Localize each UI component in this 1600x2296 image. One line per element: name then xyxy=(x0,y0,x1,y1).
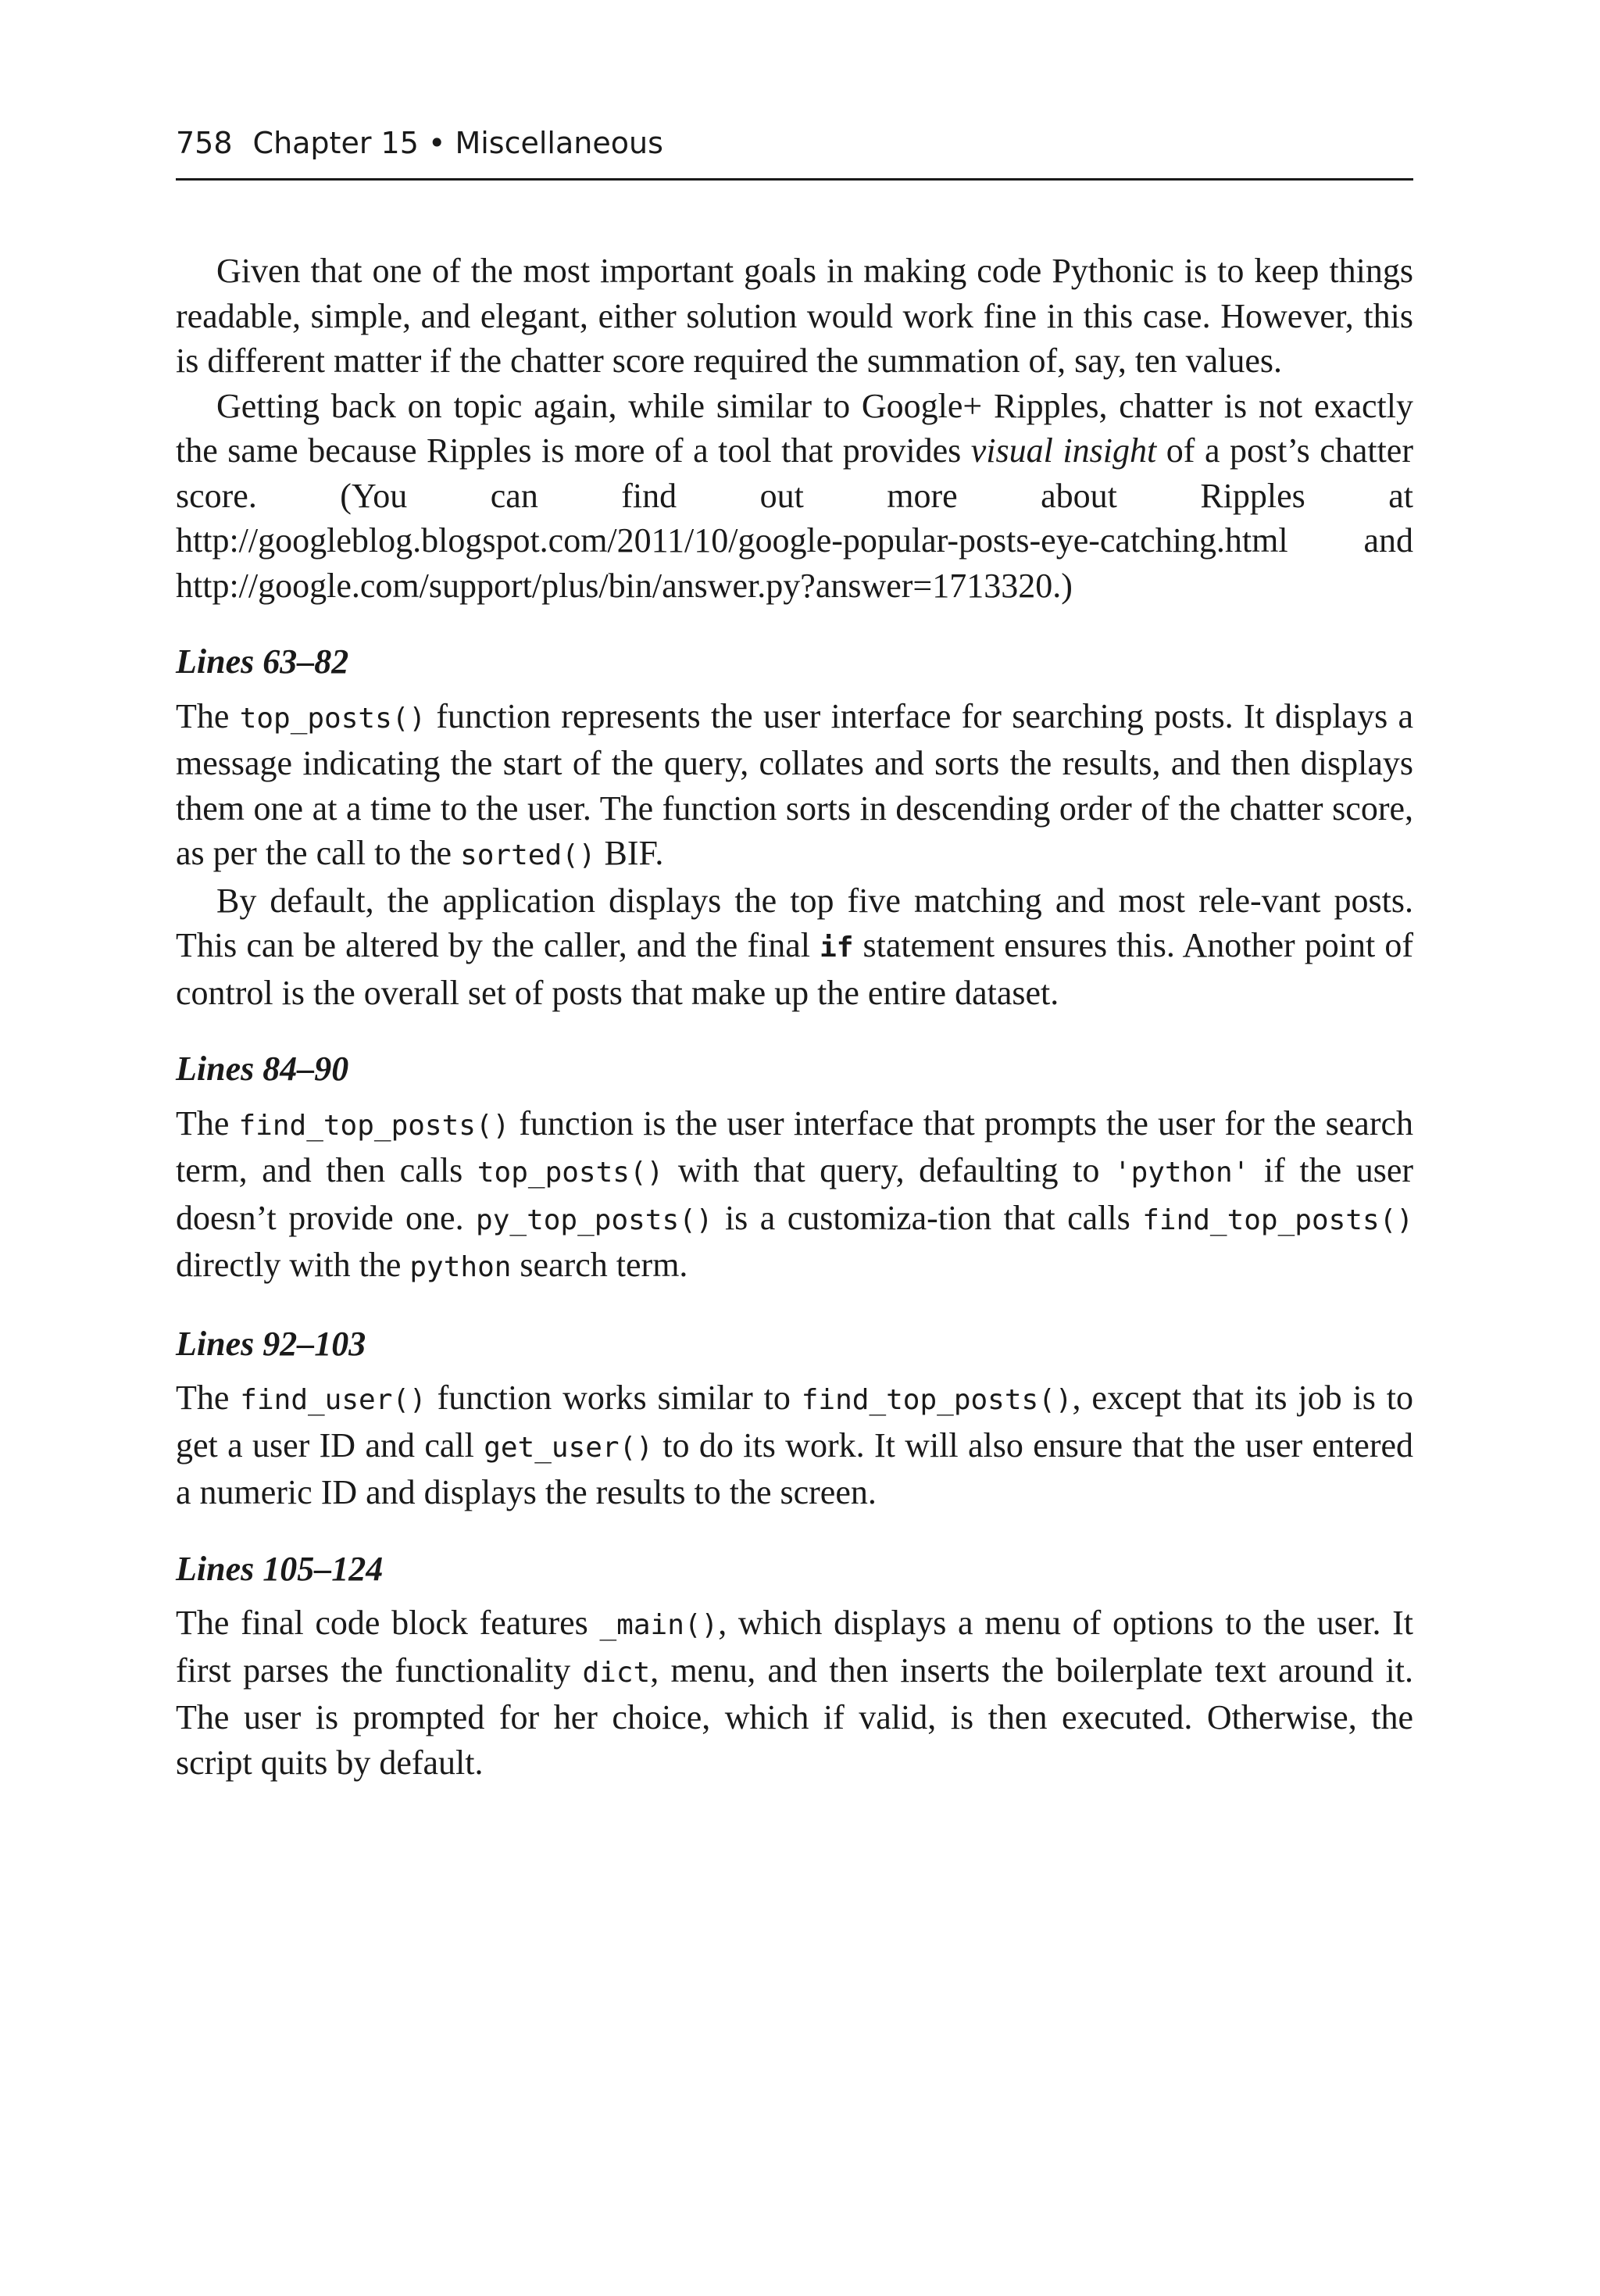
code-find-top-posts: find_top_posts() xyxy=(238,1109,510,1142)
code-python-string: 'python' xyxy=(1113,1157,1250,1189)
code-top-posts: top_posts() xyxy=(239,702,427,735)
header-rule xyxy=(176,178,1413,181)
intro-paragraph-1: Given that one of the most important goals in making code Pythonic is to keep things readable, simple, and elegant, either solution would work fine in this case. However, this is different matter if the chatter score required the summation of, say, ten values. xyxy=(176,252,1413,380)
section-4-paragraph: The final code block features _main(), which displays a menu of options to the user. It first parses the functionality dict, menu, and then inserts the boilerplate text around it. The user is prompted for her choice, which if valid, is then executed. Otherwise, the script quits by default. xyxy=(176,1604,1414,1782)
code-main: _main() xyxy=(599,1609,719,1641)
running-head xyxy=(176,123,663,163)
code-sorted: sorted() xyxy=(460,839,596,871)
chapter-title: Chapter 15 • Miscellaneous xyxy=(252,126,663,160)
code-python: python xyxy=(409,1251,512,1283)
page-number: 758 xyxy=(176,126,233,160)
emphasis-visual-insight: visual insight xyxy=(970,431,1157,470)
section-1-paragraph-2: By default, the application displays the top five matching and most rele-vant posts. This can be altered by the caller, and the final if statement ensures this. Another point of control is the overall set of posts that make up the entire dataset. xyxy=(176,881,1413,1012)
code-get-user: get_user() xyxy=(484,1431,653,1464)
body-text xyxy=(176,249,1413,1785)
code-py-top-posts: py_top_posts() xyxy=(476,1203,713,1236)
section-heading-lines-105-124: Lines 105–124 xyxy=(176,1549,384,1588)
code-if: if xyxy=(820,932,854,964)
intro-paragraph-2: Getting back on topic again, while similar to Google+ Ripples, chatter is not exactly the same because Ripples is more of a tool that provides visual insight of a post’s chatter score. (You can find out more about Ripples at http://googleblog.blogspot.com/2011/10/google-popular-posts-eye-catching.html and http://google.com/support/plus/bin/answer.py?answer=1713320.) xyxy=(176,386,1413,605)
code-find-top-posts: find_top_posts() xyxy=(1142,1203,1413,1236)
section-heading-lines-84-90: Lines 84–90 xyxy=(176,1050,349,1088)
section-2-paragraph: The find_top_posts() function is the user interface that prompts the user for the search term, and then calls top_posts() with that query, defaulting to 'python' if the user doesn’t provide one. py_top_posts() is a customiza-tion that calls find_top_posts() directly with the python search term. xyxy=(176,1103,1414,1284)
section-heading-lines-92-103: Lines 92–103 xyxy=(176,1324,366,1363)
code-find-top-posts: find_top_posts() xyxy=(801,1384,1073,1416)
code-top-posts: top_posts() xyxy=(477,1157,664,1189)
code-dict: dict xyxy=(582,1656,651,1689)
section-heading-lines-63-82: Lines 63–82 xyxy=(176,642,349,681)
section-3-paragraph: The find_user() function works similar to find_top_posts(), except that its job is to get a user ID and call get_user() to do its work. It will also ensure that the user entered a numeric ID and displays the results to the screen. xyxy=(176,1379,1413,1511)
section-1-paragraph-1: The top_posts() function represents the user interface for searching posts. It displays a message indicating the start of the query, collates and sorts the results, and then displays them one at a time to the user. The function sorts in descending order of the chatter score, as per the call to the sorted() BIF. xyxy=(176,696,1414,872)
code-find-user: find_user() xyxy=(240,1384,427,1416)
